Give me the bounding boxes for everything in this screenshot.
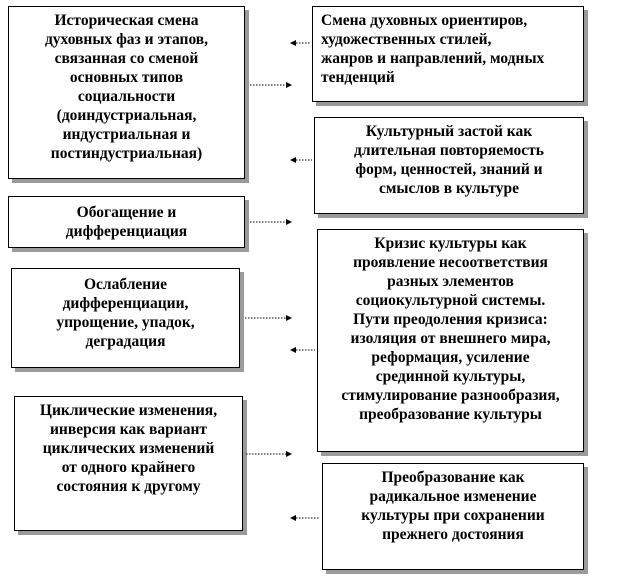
box-transformation-text: Преобразование как радикальное изменение культуры при сохранении прежнего достояния	[361, 469, 545, 543]
arrowhead-8	[290, 515, 296, 521]
box-weakening-text: Ослабление дифференциации, упрощение, упадок, деградация	[56, 276, 195, 350]
box-historical-change-text: Историческая смена духовных фаз и этапов, связанная со сменой основных типов социальности (доиндустриальная, индустриальная и постиндустриальная)	[44, 12, 209, 162]
arrowhead-2	[286, 82, 292, 88]
box-enrichment-text: Обогащение и дифференциация	[65, 204, 188, 240]
box-cultural-stagnation-text: Культурный застой как длительная повторяемость форм, ценностей, знаний и смыслов в культуре	[354, 123, 544, 197]
box-spiritual-orientations-text: Смена духовных ориентиров, художественных стилей, жанров и направлений, модных тенденций	[321, 12, 545, 86]
arrowhead-7	[286, 451, 292, 457]
arrowhead-4	[286, 219, 292, 225]
box-culture-crisis-text: Кризис культуры как проявление несоответствия разных элементов социокультурной системы. Пути преодоления кризиса: изоляция от внешнего мира, реформация, усиление срединной культуры, стимулирование разнообразия, преобразование культуры	[341, 235, 560, 423]
arrowhead-3	[290, 157, 296, 163]
arrowhead-1	[290, 40, 296, 46]
arrowhead-5	[286, 315, 292, 321]
arrowhead-6	[290, 347, 296, 353]
box-cyclic-changes-text: Циклические изменения, инверсия как вариант циклических изменений от одного крайнего состояния к другому	[39, 402, 218, 495]
